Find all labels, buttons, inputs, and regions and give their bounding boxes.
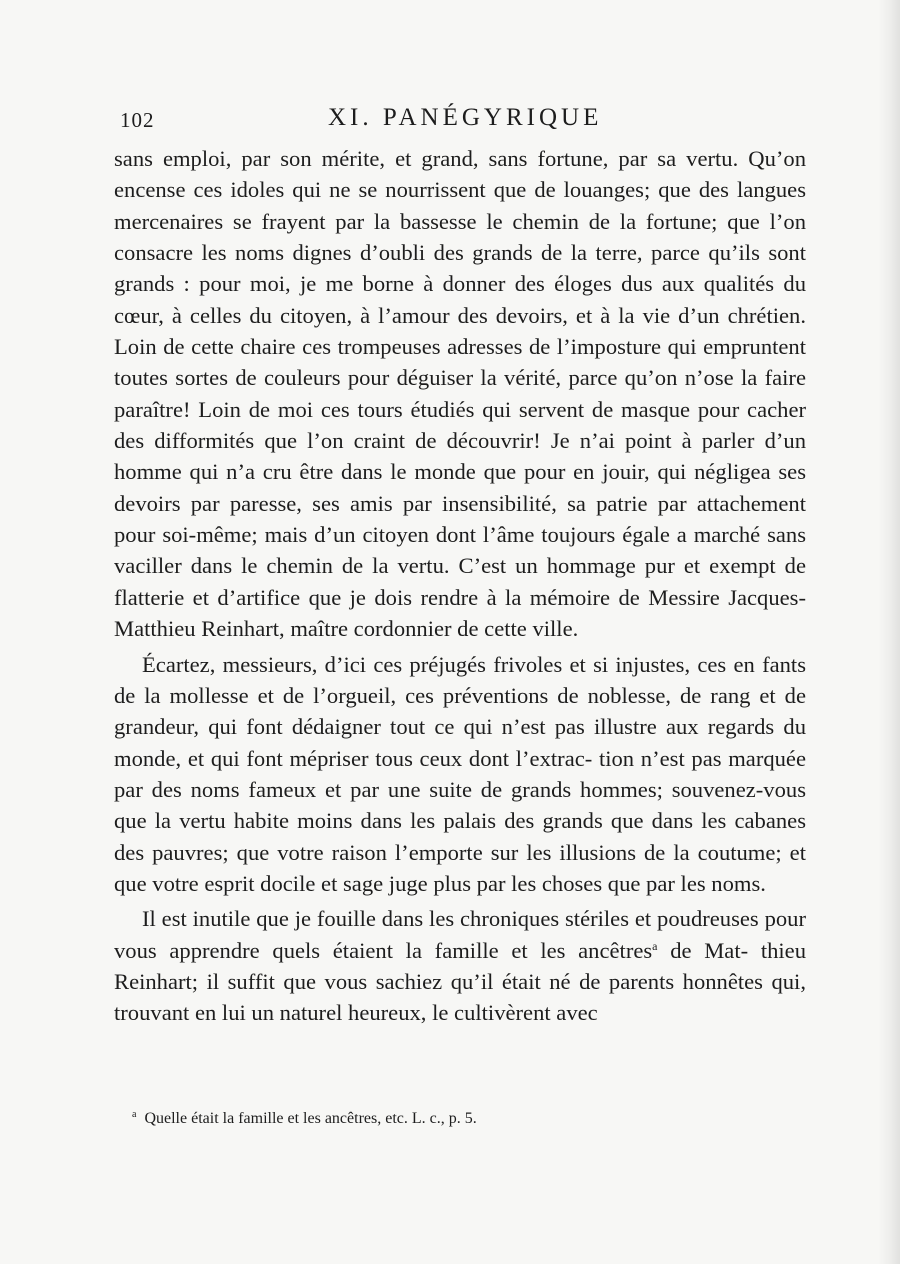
paragraph-3 <box>114 903 806 1028</box>
running-head <box>120 104 806 136</box>
footnote-marker: a <box>132 1109 137 1120</box>
page-edge-shadow <box>878 0 900 1264</box>
paragraph-3-text-after: de Mat- thieu Reinhart; il suffit que vous sachiez qu’il était né de parents honnêtes qui, trouvant en lui un naturel heureux, le cultivèrent avec <box>114 937 807 1026</box>
chapter-title: XI. PANÉGYRIQUE <box>328 104 603 131</box>
paragraph-2: Écartez, messieurs, d’ici ces préjugés frivoles et si injustes, ces en fants de la mollesse et de l’orgueil, ces préventions de noblesse, de rang et de grandeur, qui font dédaigner tout ce qui n’est pas illustre aux regards du monde, et qui font mépriser tous ceux dont l’extrac- tion n’est pas marquée par des noms fameux et par une suite de grands hommes; souvenez-vous que la vertu habite moins dans les palais des grands que dans les cabanes des pauvres; que votre raison l’emporte sur les illusions de la coutume; et que votre esprit docile et sage juge plus par les choses que par les noms. <box>114 651 806 896</box>
footnote <box>132 1104 732 1130</box>
body-text <box>114 143 806 1029</box>
paragraph-3-text-before: Il est inutile que je fouille dans les chroniques stériles et poudreuses pour vous apprendre quels étaient la famille et les ancêtres <box>114 906 806 963</box>
paragraph-1: sans emploi, par son mérite, et grand, sans fortune, par sa vertu. Qu’on encense ces idoles qui ne se nourrissent que de louanges; que des langues mercenaires se frayent par la bassesse le chemin de la fortune; que l’on consacre les noms dignes d’oubli des grands de la terre, parce qu’ils sont grands : pour moi, je me borne à donner des éloges dus aux qualités du cœur, à celles du citoyen, à l’amour des devoirs, et à la vie d’un chrétien. Loin de cette chaire ces trompeuses adresses de l’imposture qui empruntent toutes sortes de couleurs pour déguiser la vérité, parce qu’on n’ose la faire paraître! Loin de moi ces tours étudiés qui servent de masque pour cacher des difformités que l’on craint de découvrir! Je n’ai point à parler d’un homme qui n’a cru être dans le monde que pour en jouir, qui négligea ses devoirs par paresse, ses amis par insensibilité, sa patrie par attachement pour soi-même; mais d’un citoyen dont l’âme toujours égale a marché sans vaciller dans le chemin de la vertu. C’est un hommage pur et exempt de flatterie et d’artifice que je dois rendre à la mémoire de Messire Jacques-Matthieu Reinhart, maître cordonnier de cette ville. <box>114 146 806 642</box>
footnote-reference: a <box>652 938 658 953</box>
page-number: 102 <box>120 108 155 132</box>
footnote-text: Quelle était la famille et les ancêtres, etc. L. c., p. 5. <box>144 1110 477 1127</box>
